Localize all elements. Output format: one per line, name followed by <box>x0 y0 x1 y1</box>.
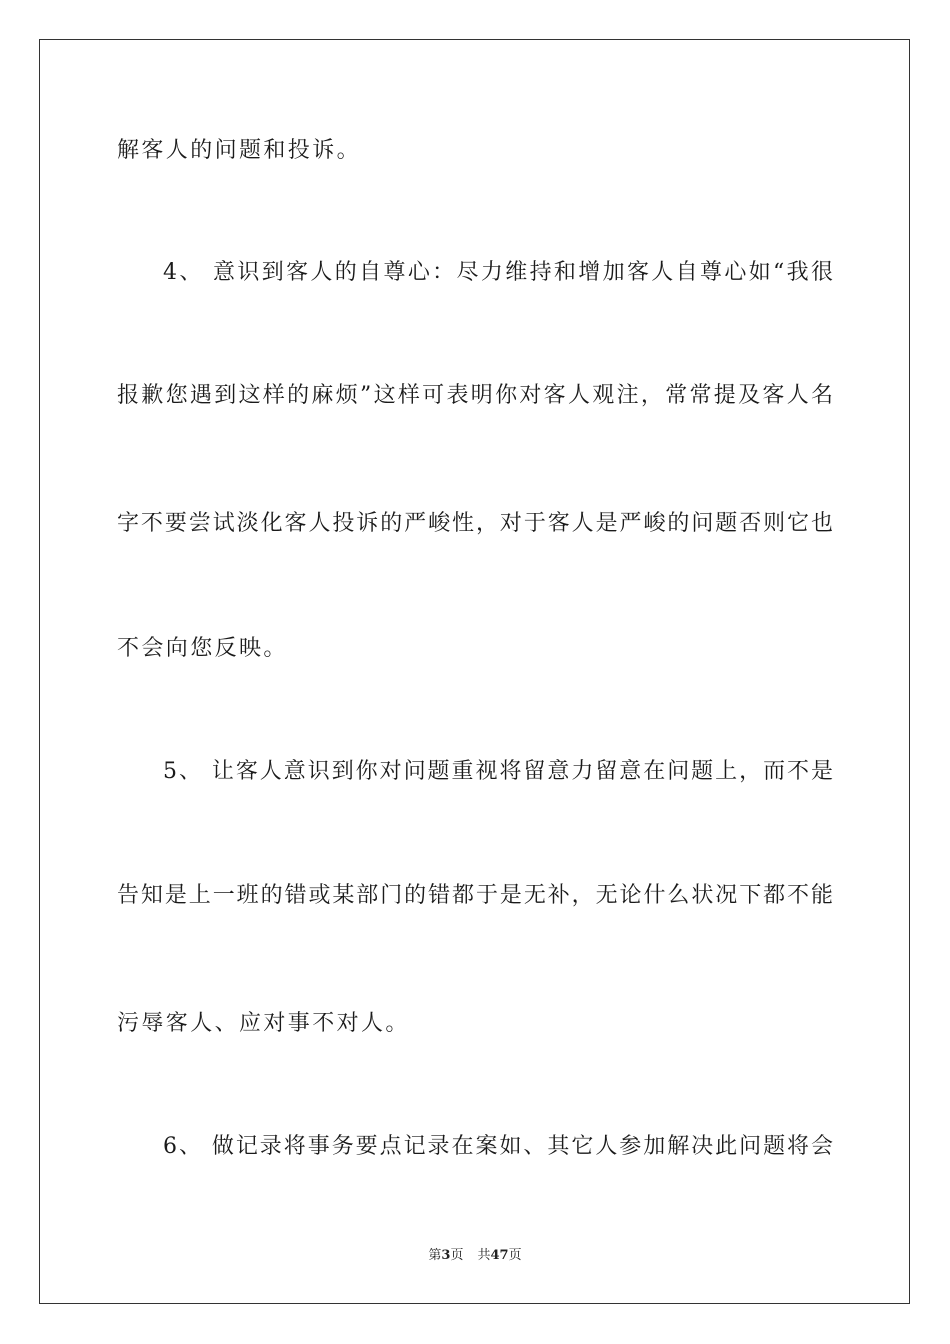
paragraph-line: 解客人的问题和投诉。 <box>117 138 362 163</box>
paragraph-line: 污辱客人、应对事不对人。 <box>117 1011 410 1036</box>
page-border <box>39 39 910 1304</box>
paragraph-line: 4、 意识到客人的自尊心：尽力维持和增加客人自尊心如“我很 <box>163 260 833 285</box>
page-number: 3 <box>441 1248 451 1263</box>
page-footer <box>0 1247 950 1265</box>
paragraph-line: 不会向您反映。 <box>117 636 288 661</box>
total-label-suffix: 页 <box>508 1248 522 1263</box>
total-pages: 47 <box>490 1248 509 1263</box>
paragraph-line: 6、 做记录将事务要点记录在案如、其它人参加解决此问题将会 <box>163 1134 833 1159</box>
paragraph-line: 报歉您遇到这样的麻烦”这样可表明你对客人观注，常常提及客人名 <box>117 383 833 408</box>
total-label-prefix: 共 <box>477 1248 491 1263</box>
paragraph-line: 字不要尝试淡化客人投诉的严峻性，对于客人是严峻的问题否则它也 <box>117 511 833 536</box>
paragraph-line: 5、 让客人意识到你对问题重视将留意力留意在问题上，而不是 <box>163 759 833 784</box>
paragraph-line: 告知是上一班的错或某部门的错都于是无补，无论什么状况下都不能 <box>117 883 833 908</box>
page-label-prefix: 第 <box>428 1248 442 1263</box>
page-label-suffix: 页 <box>450 1248 464 1263</box>
